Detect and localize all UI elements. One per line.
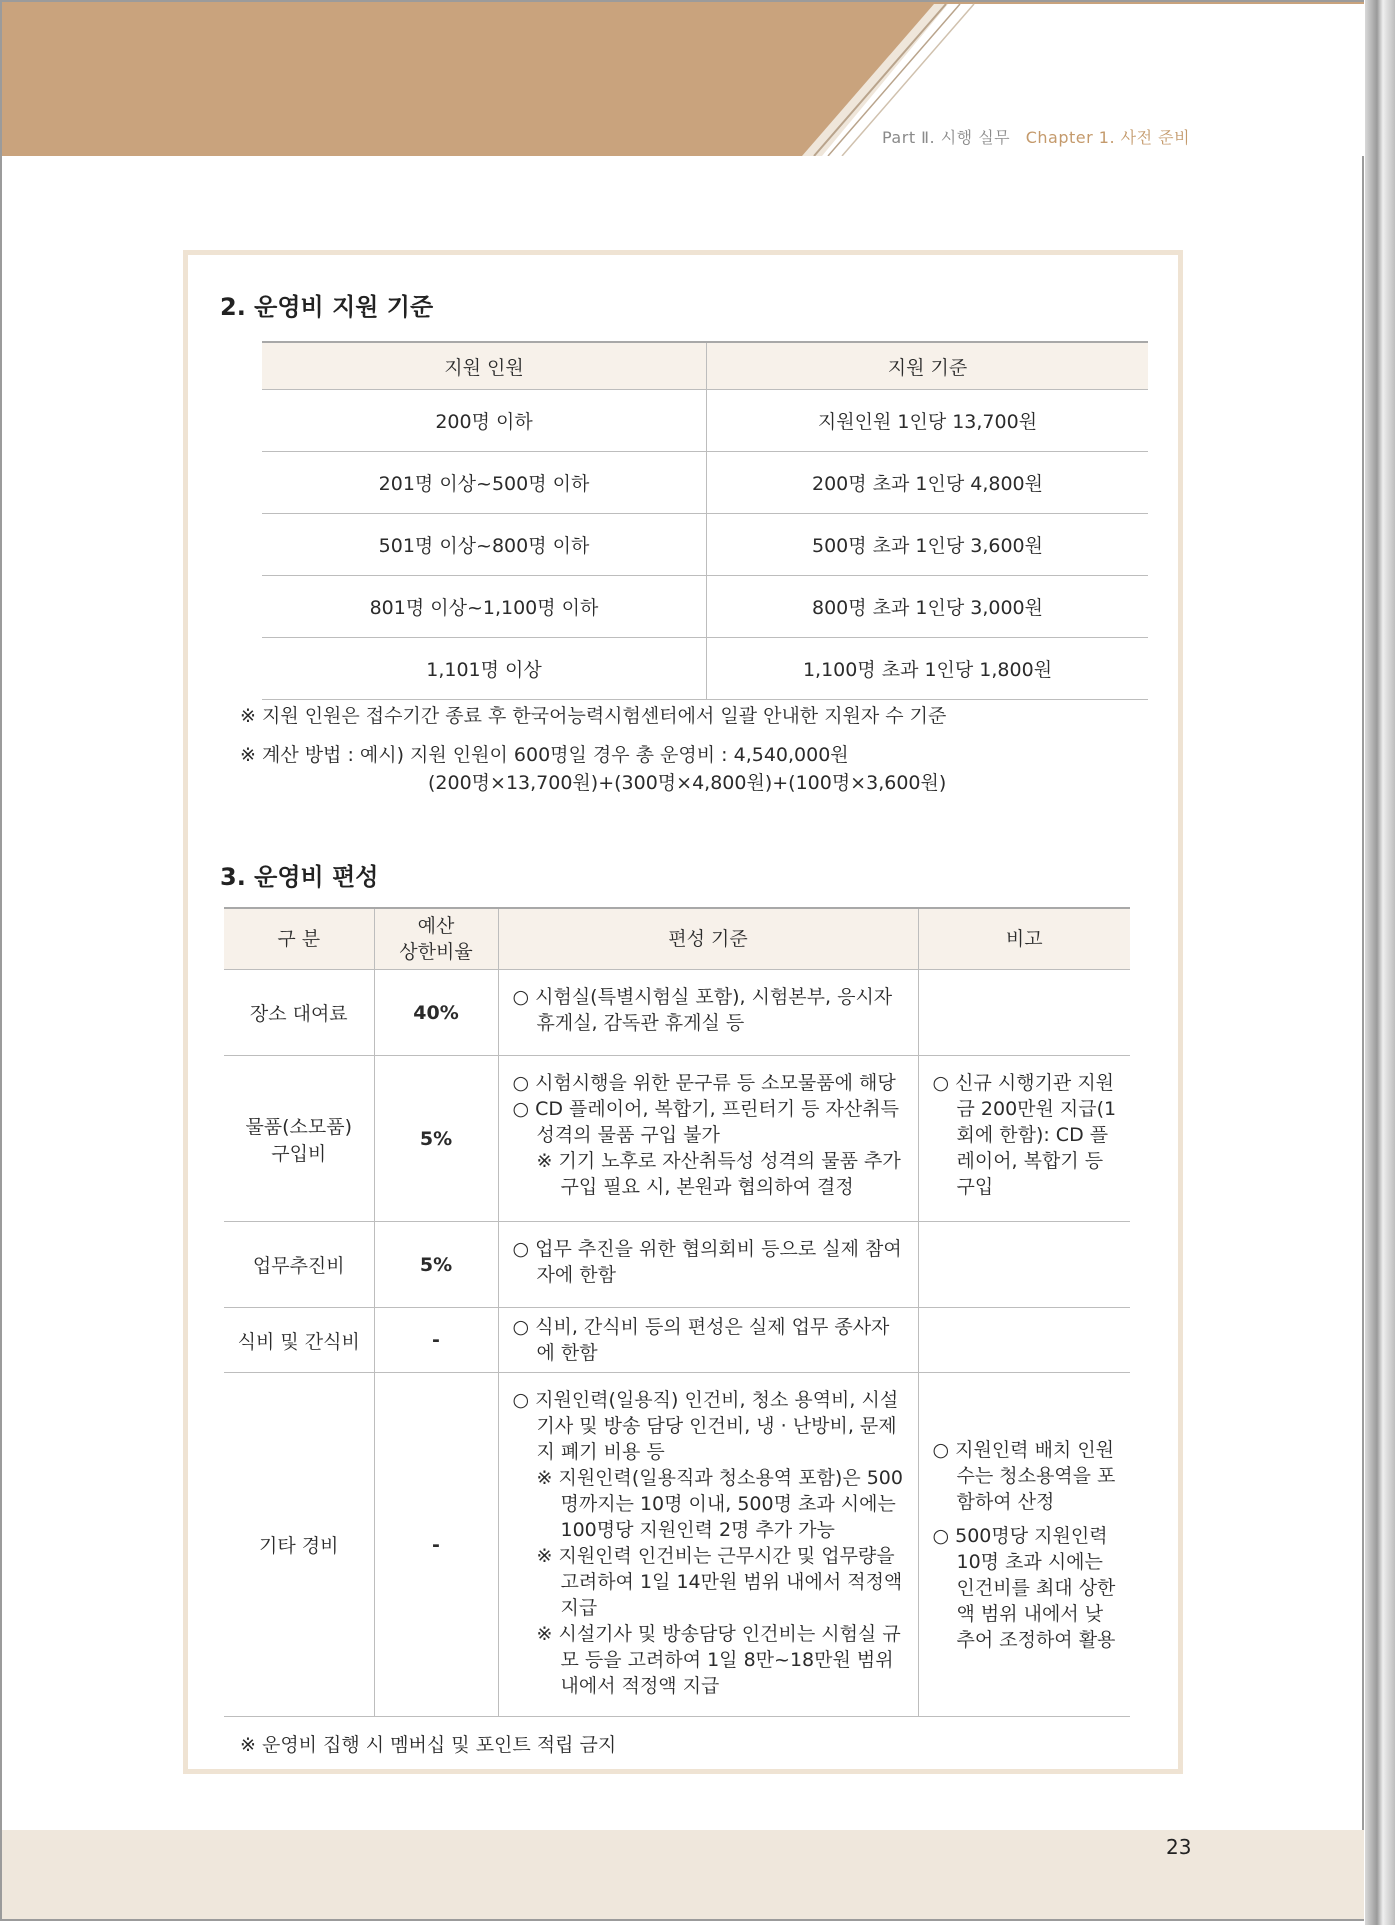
table-header-row [262,342,1148,390]
table-header-row [224,908,1130,970]
header-chapter: Chapter 1. 사전 준비 [1025,128,1191,147]
criteria-subnote: ※ 시설기사 및 방송담당 인건비는 시험실 규모 등을 고려하여 1일 8만~18만원 범위 내에서 적정액 지급 [536,1623,901,1697]
table-cell: 지원인원 1인당 13,700원 [707,390,1149,452]
category-cell [224,1056,374,1222]
note-calculation-formula: (200명×13,700원)+(300명×4,800원)+(100명×3,600원) [428,772,947,794]
table-cell: 201명 이상~500명 이하 [262,452,707,514]
remarks-item: ○ 500명당 지원인력 10명 초과 시에는 인건비를 최대 상한액 범위 내에서 낮추어 조정하여 활용 [932,1524,1116,1651]
category-line: 구입비 [271,1142,327,1165]
criteria-cell [498,1373,918,1717]
category-line: 물품(소모품) [245,1115,353,1138]
table-cell: 200명 초과 1인당 4,800원 [707,452,1149,514]
category-cell: 업무추진비 [224,1222,374,1308]
support-criteria-table [262,341,1148,700]
ratio-cell: 5% [374,1056,498,1222]
table-cell: 500명 초과 1인당 3,600원 [707,514,1149,576]
remarks-cell [918,1373,1130,1717]
remarks-cell [918,1222,1130,1308]
criteria-item: ○ 지원인력(일용직) 인건비, 청소 용역비, 시설기사 및 방송 담당 인건비, 냉 · 난방비, 문제지 폐기 비용 등 [512,1389,899,1463]
column-header: 비고 [918,908,1130,970]
column-header-line: 상한비율 [399,941,473,963]
criteria-cell [498,1056,918,1222]
table-row [224,1373,1130,1717]
table-cell: 501명 이상~800명 이하 [262,514,707,576]
remarks-item: ○ 신규 시행기관 지원금 200만원 지급(1회에 한함): CD 플레이어, 복합기 등 구입 [932,1072,1117,1198]
category-cell: 식비 및 간식비 [224,1308,374,1373]
ratio-cell: 40% [374,970,498,1056]
table-cell: 200명 이하 [262,390,707,452]
remarks-cell [918,1308,1130,1373]
table-row [224,1308,1130,1373]
remarks-cell [918,970,1130,1056]
table-row [262,452,1148,514]
criteria-subnote: ※ 지원인력(일용직과 청소용역 포함)은 500명까지는 10명 이내, 500명 초과 시에는 100명당 지원인력 2명 추가 가능 [536,1467,903,1541]
criteria-item: ○ CD 플레이어, 복합기, 프린터기 등 자산취득 성격의 물품 구입 불가 [512,1098,899,1146]
table-cell: 1,101명 이상 [262,638,707,700]
header-band [2,2,1364,156]
category-cell: 기타 경비 [224,1373,374,1717]
ratio-cell: - [374,1373,498,1717]
table-cell: 1,100명 초과 1인당 1,800원 [707,638,1149,700]
criteria-item: ○ 시험실(특별시험실 포함), 시험본부, 응시자 휴게실, 감독관 휴게실 등 [512,986,893,1034]
table-row [262,638,1148,700]
criteria-cell [498,1222,918,1308]
column-header: 지원 기준 [707,342,1149,390]
table-row [224,1222,1130,1308]
section-2-title: 2. 운영비 지원 기준 [220,293,434,321]
criteria-cell [498,1308,918,1373]
footer-band [2,1830,1364,1919]
running-header [882,125,1190,148]
note-membership-points: ※ 운영비 집행 시 멤버십 및 포인트 적립 금지 [240,1734,617,1756]
table-cell: 800명 초과 1인당 3,000원 [707,576,1149,638]
criteria-item: ○ 시험시행을 위한 문구류 등 소모물품에 해당 [512,1072,896,1094]
content-box [183,250,1183,1774]
criteria-cell [498,970,918,1056]
criteria-item: ○ 업무 추진을 위한 협의회비 등으로 실제 참여자에 한함 [512,1238,902,1286]
page-edge [1365,0,1395,1925]
category-cell: 장소 대여료 [224,970,374,1056]
column-header [374,908,498,970]
criteria-subnote: ※ 지원인력 인건비는 근무시간 및 업무량을 고려하여 1일 14만원 범위 내에서 적정액 지급 [536,1545,903,1619]
criteria-subnote: ※ 기기 노후로 자산취득성 성격의 물품 추가 구입 필요 시, 본원과 협의하여 결정 [536,1150,901,1198]
table-row [262,390,1148,452]
budget-composition-table [224,907,1130,1717]
remarks-item: ○ 지원인력 배치 인원수는 청소용역을 포함하여 산정 [932,1438,1116,1513]
table-row [224,1056,1130,1222]
remarks-cell [918,1056,1130,1222]
ratio-cell: - [374,1308,498,1373]
column-header-line: 예산 [417,915,455,937]
table-row [262,514,1148,576]
note-calculation: ※ 계산 방법 : 예시) 지원 인원이 600명일 경우 총 운영비 : 4,540,000원 [240,744,849,766]
ratio-cell: 5% [374,1222,498,1308]
column-header: 편성 기준 [498,908,918,970]
column-header: 구 분 [224,908,374,970]
table-row [262,576,1148,638]
table-cell: 801명 이상~1,100명 이하 [262,576,707,638]
page-number: 23 [1166,1835,1192,1859]
note-applicant-count: ※ 지원 인원은 접수기간 종료 후 한국어능력시험센터에서 일괄 안내한 지원자 수 기준 [240,705,947,727]
header-part: Part Ⅱ. 시행 실무 [882,128,1011,147]
table-row [224,970,1130,1056]
criteria-item: ○ 식비, 간식비 등의 편성은 실제 업무 종사자에 한함 [512,1316,890,1364]
section-3-title: 3. 운영비 편성 [220,863,379,891]
column-header: 지원 인원 [262,342,707,390]
